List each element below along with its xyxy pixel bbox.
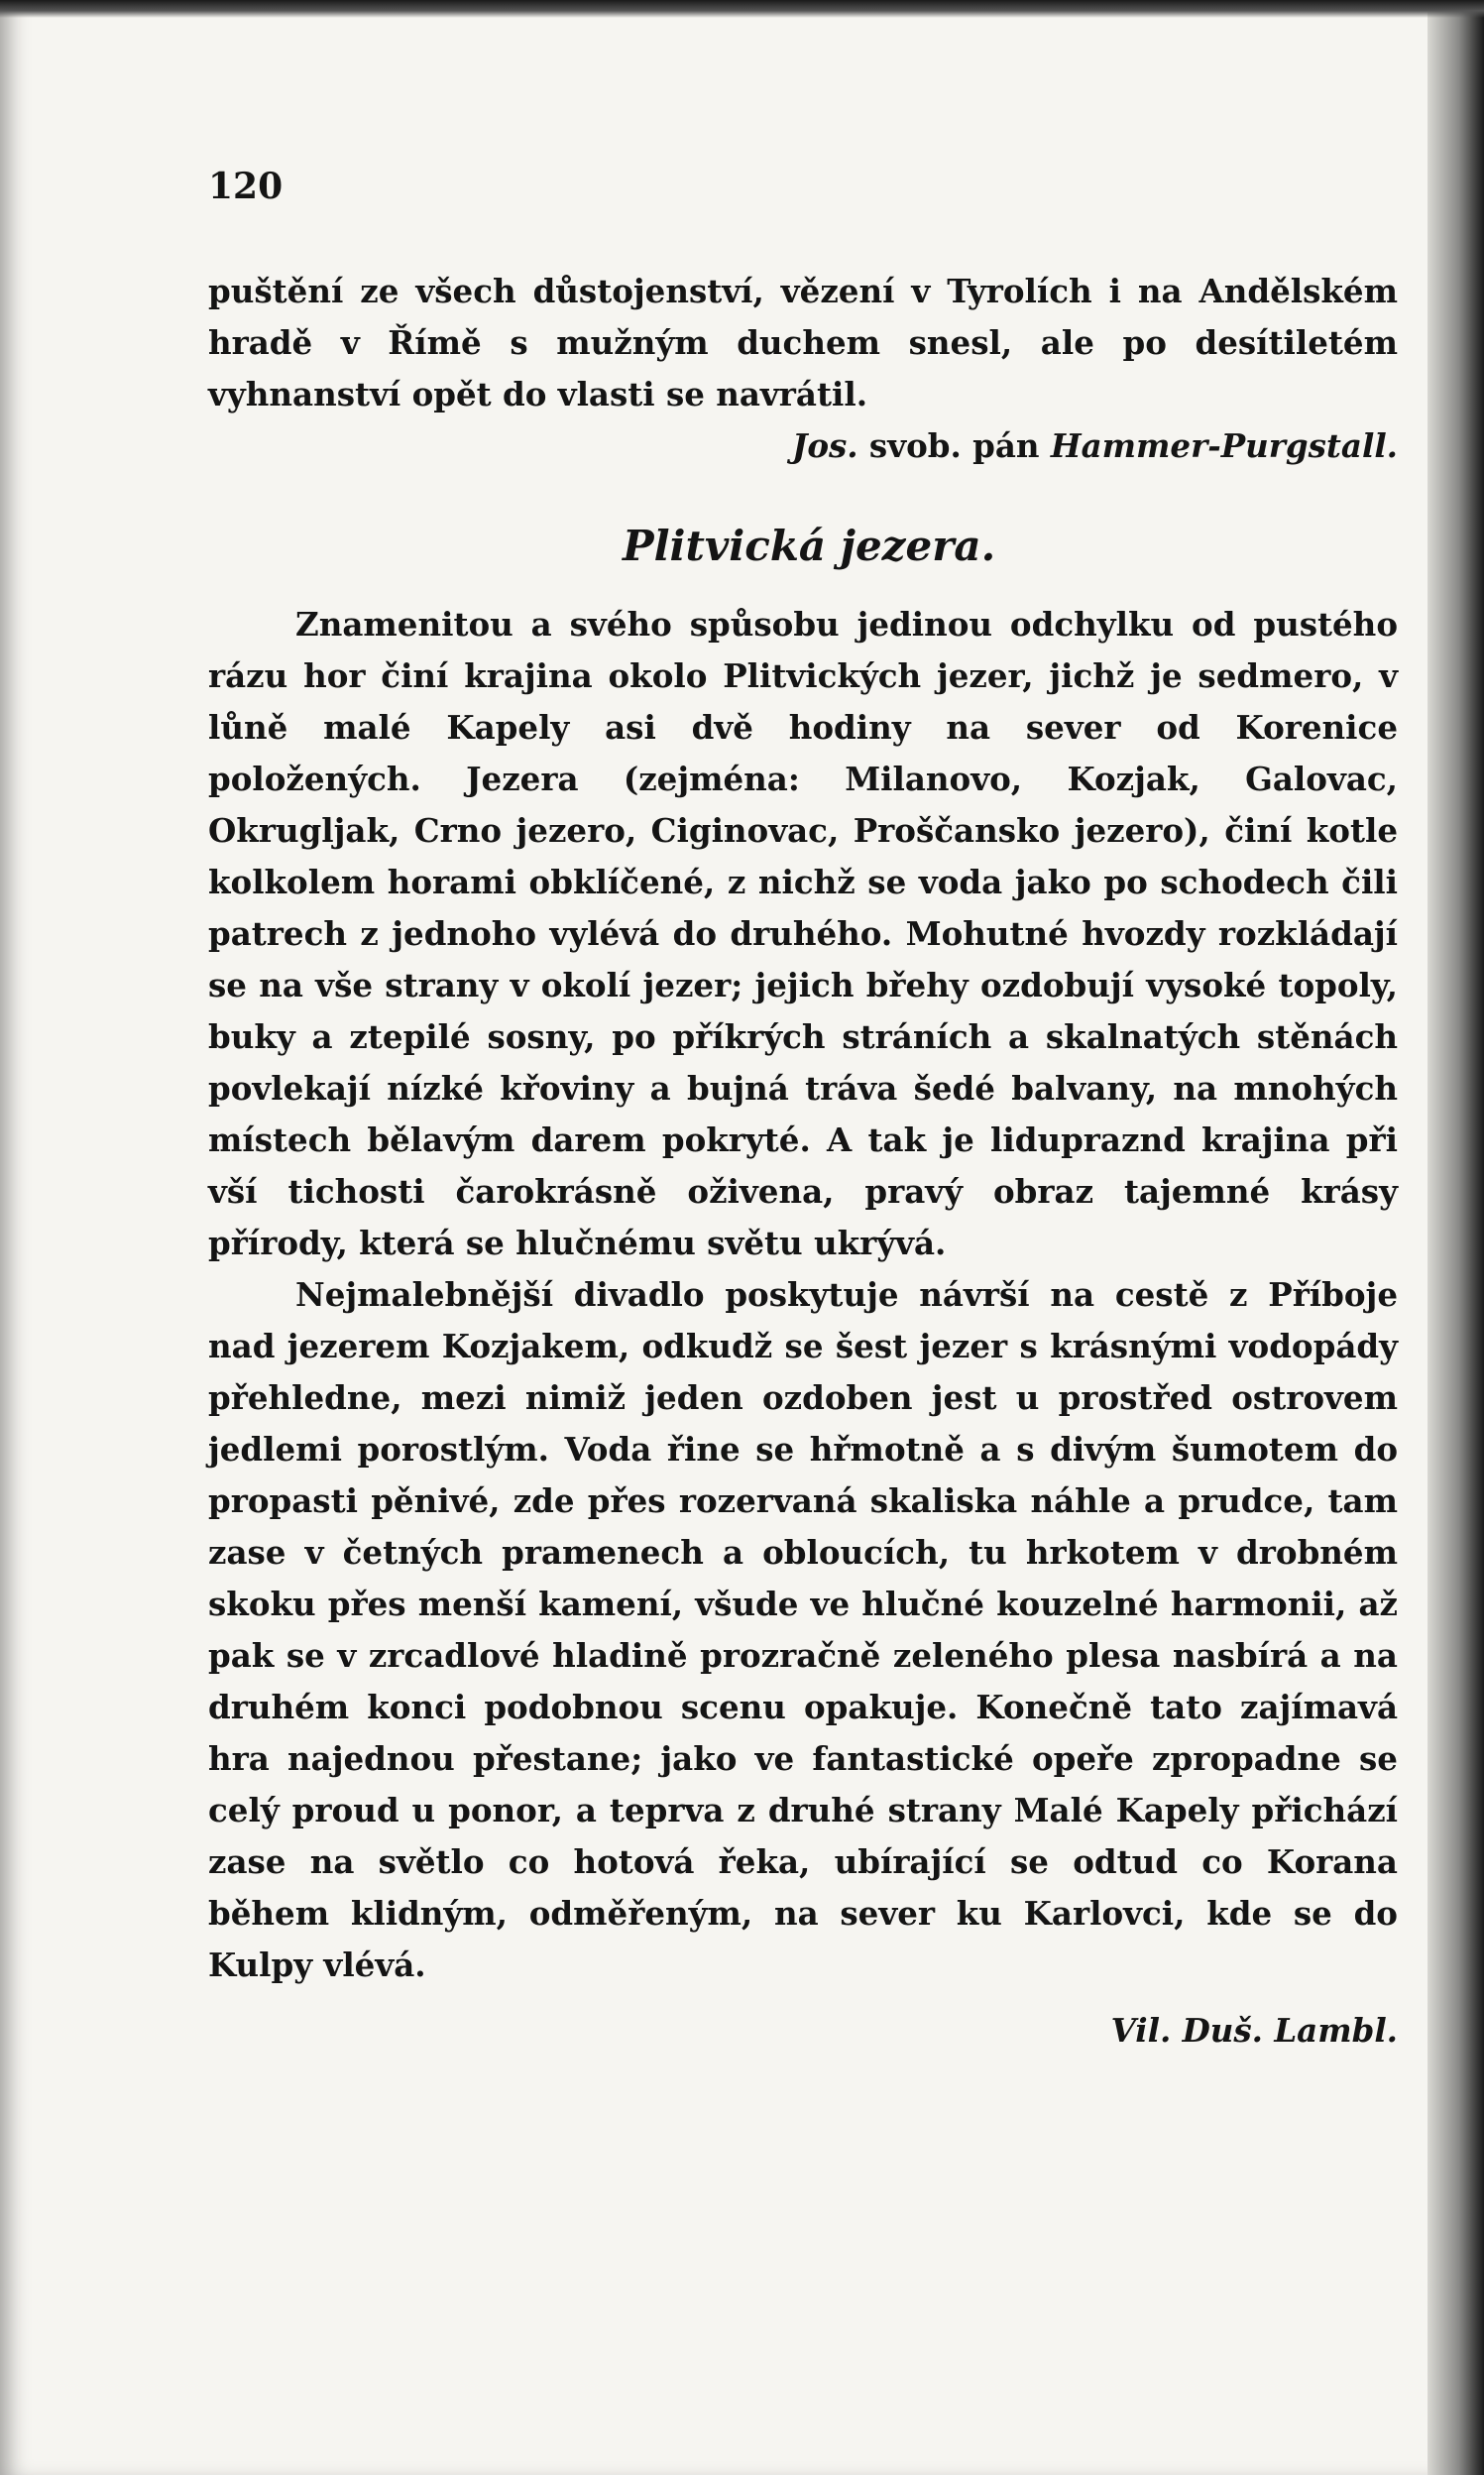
- page-edge-shadow: [1427, 0, 1484, 2475]
- signature-lambl: Vil. Duš. Lambl.: [1110, 2011, 1398, 2051]
- signature-prefix: Jos.: [791, 426, 869, 465]
- signature-title: svob. pán: [868, 426, 1051, 465]
- paragraph-2: Nejmalebnější divadlo poskytuje návrší na cestě z Příboje nad jezerem Kozjakem, odkudž se šest jezer s krásnými vodopády přehledne, mezi nimiž jeden ozdoben jest u prostřed ostrovem jedlemi porostlým. Voda řine se hřmotně a s divým šumotem do propasti pěnivé, zde přes rozervaná skaliska náhle a prudce, tam zase v četných pramenech a obloucích, tu hrkotem v drobném skoku přes menší kamení, všude ve hlučné kouzelné harmonii, až pak se v zrcadlové hladině prozračně zeleného plesa nasbírá a na druhém konci podobnou scenu opakuje. Konečně tato zajímavá hra najednou přestane; jako ve fantastické opeře zpropadne se celý proud u ponor, a teprva z druhé strany Malé Kapely přichází zase na světlo co hotová řeka, ubírající se odtud co Korana během klidným, odměřeným, na sever ku Karlovci, kde se do Kulpy vlévá.: [208, 1275, 1398, 1985]
- page-content: [208, 166, 1398, 2057]
- section-heading: Plitvická jezera.: [623, 522, 996, 570]
- signature-hammer-purgstall: [208, 420, 1398, 472]
- paragraph-continuation: puštění ze všech důstojenství, vězení v Tyrolích i na Andělském hradě v Římě s mužným duchem snesl, ale po desítiletém vyhnanství opět do vlasti se navrátil.: [208, 272, 1398, 413]
- paragraph-1: Znamenitou a svého spůsobu jedinou odchylku od pustého rázu hor činí krajina okolo Plitvických jezer, jichž je sedmero, v lůně malé Kapely asi dvě hodiny na sever od Korenice položených. Jezera (zejména: Milanovo, Kozjak, Galovac, Okrugljak, Crno jezero, Ciginovac, Proščansko jezero), činí kotle kolkolem horami obklíčené, z nichž se voda jako po schodech čili patrech z jednoho vylévá do druhého. Mohutné hvozdy rozkládají se na vše strany v okolí jezer; jejich břehy ozdobují vysoké topoly, buky a ztepilé sosny, po příkrých stráních a skalnatých stěnách povlekají nízké křoviny a bujná tráva šedé balvany, na mnohých místech bělavým darem pokryté. A tak je lidupraznd krajina při vší tichosti čarokrásně oživena, pravý obraz tajemné krásy přírody, která se hlučnému světu ukrývá.: [208, 605, 1398, 1263]
- signature-name: Hammer-Purgstall.: [1050, 426, 1398, 465]
- page-number: 120: [208, 166, 284, 207]
- page-top-edge: [0, 0, 1484, 18]
